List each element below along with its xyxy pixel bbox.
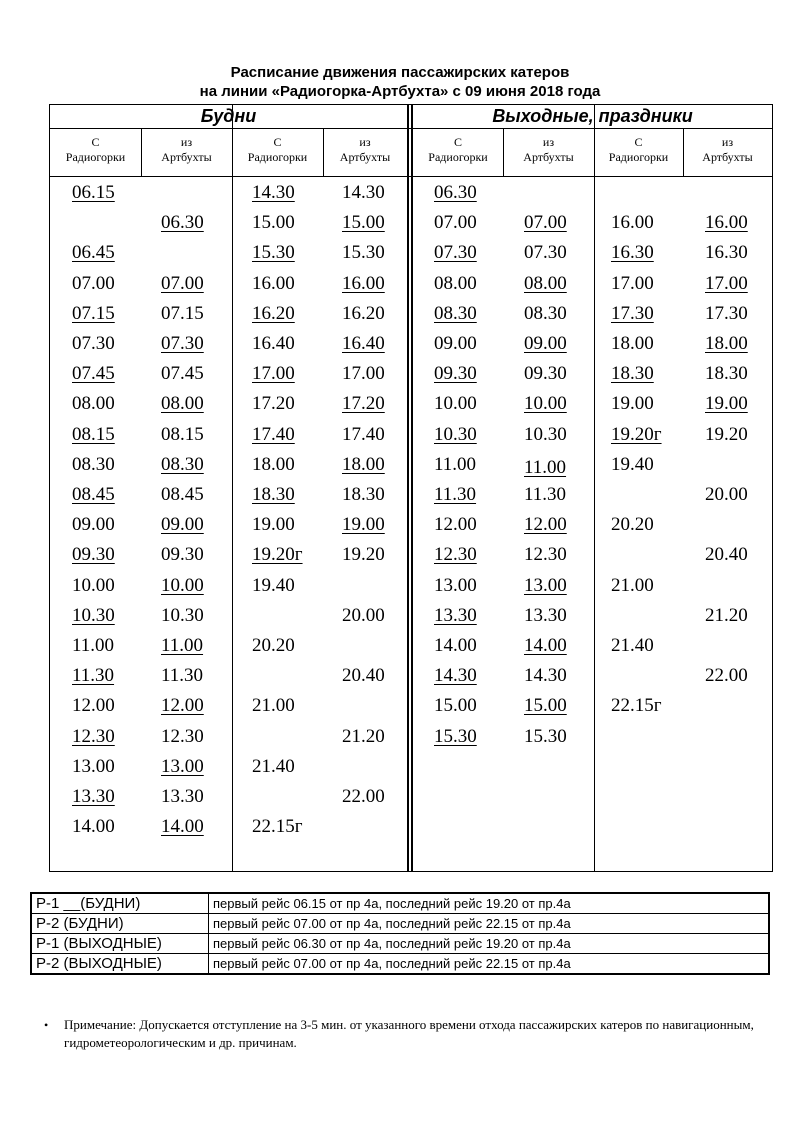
time-cell: 07.00 — [434, 212, 477, 234]
time-cell: 07.15 — [72, 302, 115, 324]
time-cell: 16.20 — [342, 302, 385, 324]
time-cell: 19.00 — [252, 514, 295, 536]
time-cell: 20.00 — [705, 484, 748, 505]
route-label: Р-1 (ВЫХОДНЫЕ) — [31, 934, 209, 954]
time-cell: 10.00 — [72, 574, 115, 596]
time-cell: 13.30 — [524, 604, 567, 626]
time-cell: 16.30 — [611, 242, 654, 264]
time-cell: 14.30 — [342, 182, 385, 203]
time-cell: 17.00 — [611, 272, 654, 294]
time-cell: 20.00 — [342, 604, 385, 626]
time-cell: 13.00 — [524, 574, 567, 596]
time-cell: 18.30 — [252, 484, 295, 505]
time-cell: 06.30 — [161, 212, 204, 234]
time-cell: 13.30 — [161, 786, 204, 807]
time-cell: 10.30 — [161, 604, 204, 626]
time-cell: 07.00 — [524, 212, 567, 234]
subheader-from-artbukhta: из Артбухты — [161, 135, 212, 164]
bullet-icon: • — [44, 1018, 49, 1032]
time-cell: 08.45 — [72, 484, 115, 505]
time-cell: 08.15 — [161, 423, 204, 445]
time-cell: 08.00 — [524, 272, 567, 294]
time-cell: 13.00 — [434, 574, 477, 596]
time-cell: 09.00 — [161, 514, 204, 536]
subheader-from-radiogorka: С Радиогорки — [608, 135, 669, 164]
time-cell: 14.00 — [524, 635, 567, 656]
time-cell: 17.00 — [705, 272, 748, 294]
time-cell: 14.30 — [252, 182, 295, 203]
time-cell: 10.00 — [434, 393, 477, 415]
time-cell: 14.00 — [72, 816, 115, 838]
time-cell: 09.30 — [72, 544, 115, 566]
time-cell: 16.00 — [611, 212, 654, 234]
time-cell: 08.30 — [72, 453, 115, 475]
time-cell: 07.30 — [161, 333, 204, 354]
time-cell: 15.00 — [524, 695, 567, 717]
route-description: первый рейс 07.00 от пр 4а, последний рейс 22.15 от пр.4а — [209, 914, 770, 934]
time-cell: 13.30 — [72, 786, 115, 807]
time-cell: 09.30 — [161, 544, 204, 566]
time-cell: 15.00 — [434, 695, 477, 717]
time-cell: 21.00 — [611, 574, 654, 596]
route-label: Р-1 __(БУДНИ) — [31, 893, 209, 914]
subheader-from-radiogorka: С Радиогорки — [65, 135, 126, 164]
time-cell: 21.40 — [252, 755, 295, 777]
time-cell: 08.00 — [161, 393, 204, 415]
time-cell: 19.00 — [342, 514, 385, 536]
time-cell: 10.30 — [524, 423, 567, 445]
time-cell: 15.30 — [342, 242, 385, 264]
time-cell: 21.20 — [342, 725, 385, 747]
time-cell: 21.40 — [611, 635, 654, 656]
time-cell: 21.20 — [705, 604, 748, 626]
time-cell: 20.40 — [705, 544, 748, 566]
subheader-from-artbukhta: из Артбухты — [339, 135, 391, 164]
time-cell: 22.00 — [342, 786, 385, 807]
table-row — [31, 954, 769, 975]
subheader-from-artbukhta: из Артбухты — [702, 135, 753, 164]
time-cell: 18.30 — [342, 484, 385, 505]
route-label: Р-2 (БУДНИ) — [31, 914, 209, 934]
time-cell: 19.20 — [705, 423, 748, 445]
time-cell: 16.30 — [705, 242, 748, 264]
time-cell: 22.00 — [705, 665, 748, 687]
note-text: Примечание: Допускается отступление на 3-5 мин. от указанного времени отхода пассажирских катеров по навигационным, гидрометеорологическим и др. причинам. — [64, 1017, 754, 1050]
subheader-from-radiogorka: С Радиогорки — [247, 135, 308, 164]
time-cell: 15.30 — [252, 242, 295, 264]
time-cell: 08.30 — [434, 302, 477, 324]
time-cell: 22.15г — [611, 695, 662, 717]
time-cell: 12.30 — [72, 725, 115, 747]
time-cell: 12.30 — [161, 725, 204, 747]
time-cell: 15.30 — [434, 725, 477, 747]
time-cell: 07.30 — [434, 242, 477, 264]
time-cell: 19.40 — [252, 574, 295, 596]
time-cell: 19.00 — [705, 393, 748, 415]
time-cell: 18.00 — [611, 333, 654, 354]
time-cell: 08.45 — [161, 484, 204, 505]
time-cell: 17.20 — [252, 393, 295, 415]
time-cell: 10.00 — [524, 393, 567, 415]
time-cell: 11.00 — [72, 635, 115, 656]
time-cell: 07.00 — [161, 272, 204, 294]
weekday-header: Будни — [200, 106, 257, 126]
time-cell: 17.40 — [252, 423, 295, 445]
time-cell: 18.00 — [252, 453, 295, 475]
time-cell: 17.20 — [342, 393, 385, 415]
time-cell: 17.00 — [252, 363, 295, 385]
time-cell: 19.00 — [611, 393, 654, 415]
time-cell: 07.45 — [161, 363, 204, 385]
time-cell: 06.15 — [72, 182, 115, 203]
time-cell: 16.40 — [252, 333, 295, 354]
time-cell: 09.00 — [72, 514, 115, 536]
note — [44, 1016, 764, 1052]
time-cell: 16.40 — [342, 333, 385, 354]
time-cell: 12.30 — [524, 544, 567, 566]
subheader-from-radiogorka: С Радиогорки — [428, 135, 488, 164]
title-line-1: Расписание движения пассажирских катеров — [230, 64, 570, 81]
time-cell: 14.30 — [524, 665, 567, 687]
time-cell: 08.30 — [524, 302, 567, 324]
time-cell: 15.00 — [252, 212, 295, 234]
time-cell: 11.00 — [524, 456, 567, 478]
time-cell: 20.20 — [611, 514, 654, 536]
subheader-from-artbukhta: из Артбухты — [523, 135, 574, 164]
time-cell: 12.30 — [434, 544, 477, 566]
time-cell: 18.30 — [611, 363, 654, 385]
time-cell: 16.00 — [252, 272, 295, 294]
route-label: Р-2 (ВЫХОДНЫЕ) — [31, 954, 209, 975]
time-cell: 13.00 — [161, 755, 204, 777]
time-cell: 11.30 — [72, 665, 115, 687]
time-cell: 06.30 — [434, 182, 477, 203]
time-cell: 13.30 — [434, 604, 477, 626]
time-cell: 16.00 — [342, 272, 385, 294]
time-cell: 16.00 — [705, 212, 748, 234]
time-cell: 12.00 — [161, 695, 204, 717]
time-cell: 09.00 — [434, 333, 477, 354]
time-cell: 12.00 — [72, 695, 115, 717]
time-cell: 20.20 — [252, 635, 295, 656]
table-row — [31, 934, 769, 954]
time-cell: 17.30 — [611, 302, 654, 324]
route-description: первый рейс 06.15 от пр 4а, последний рейс 19.20 от пр.4а — [209, 893, 770, 914]
time-cell: 08.15 — [72, 423, 115, 445]
time-cell: 09.00 — [524, 333, 567, 354]
time-cell: 20.40 — [342, 665, 385, 687]
time-cell: 13.00 — [72, 755, 115, 777]
time-cell: 14.00 — [434, 635, 477, 656]
time-cell: 06.45 — [72, 242, 115, 264]
time-cell: 09.30 — [434, 363, 477, 385]
time-cell: 09.30 — [524, 363, 567, 385]
time-cell: 16.20 — [252, 302, 295, 324]
time-cell: 07.15 — [161, 302, 204, 324]
time-cell: 11.00 — [161, 635, 204, 656]
time-cell: 17.40 — [342, 423, 385, 445]
table-row — [31, 893, 769, 914]
time-cell: 08.00 — [434, 272, 477, 294]
time-cell: 10.30 — [72, 604, 115, 626]
routes-table — [30, 892, 770, 975]
time-cell: 14.00 — [161, 816, 204, 838]
time-cell: 18.00 — [342, 453, 385, 475]
time-cell: 18.00 — [705, 333, 748, 354]
time-cell: 07.45 — [72, 363, 115, 385]
time-cell: 11.30 — [434, 484, 477, 505]
table-row — [31, 914, 769, 934]
time-cell: 07.00 — [72, 272, 115, 294]
time-cell: 10.00 — [161, 574, 204, 596]
time-cell: 15.30 — [524, 725, 567, 747]
time-cell: 15.00 — [342, 212, 385, 234]
time-cell: 17.00 — [342, 363, 385, 385]
route-description: первый рейс 07.00 от пр 4а, последний рейс 22.15 от пр.4а — [209, 954, 770, 975]
time-cell: 07.30 — [524, 242, 567, 264]
time-cell: 22.15г — [252, 816, 303, 838]
time-cell: 14.30 — [434, 665, 477, 687]
time-cell: 07.30 — [72, 333, 115, 354]
time-cell: 11.00 — [434, 453, 477, 475]
time-cell: 19.20 — [342, 544, 385, 566]
time-cell: 21.00 — [252, 695, 295, 717]
time-cell: 08.30 — [161, 453, 204, 475]
time-cell: 08.00 — [72, 393, 115, 415]
time-cell: 12.00 — [434, 514, 477, 536]
time-cell: 18.30 — [705, 363, 748, 385]
time-cell: 11.30 — [161, 665, 204, 687]
time-cell: 17.30 — [705, 302, 748, 324]
time-cell: 12.00 — [524, 514, 567, 536]
time-cell: 10.30 — [434, 423, 477, 445]
time-cell: 19.20г — [252, 544, 303, 566]
weekend-header: Выходные, праздники — [492, 106, 693, 126]
time-cell: 19.40 — [611, 453, 654, 475]
title-line-2: на линии «Радиогорка-Артбухта» с 09 июня 2018 года — [199, 83, 601, 100]
time-cell: 19.20г — [611, 423, 662, 445]
time-cell: 11.30 — [524, 484, 567, 505]
route-description: первый рейс 06.30 от пр 4а, последний рейс 19.20 от пр.4а — [209, 934, 770, 954]
